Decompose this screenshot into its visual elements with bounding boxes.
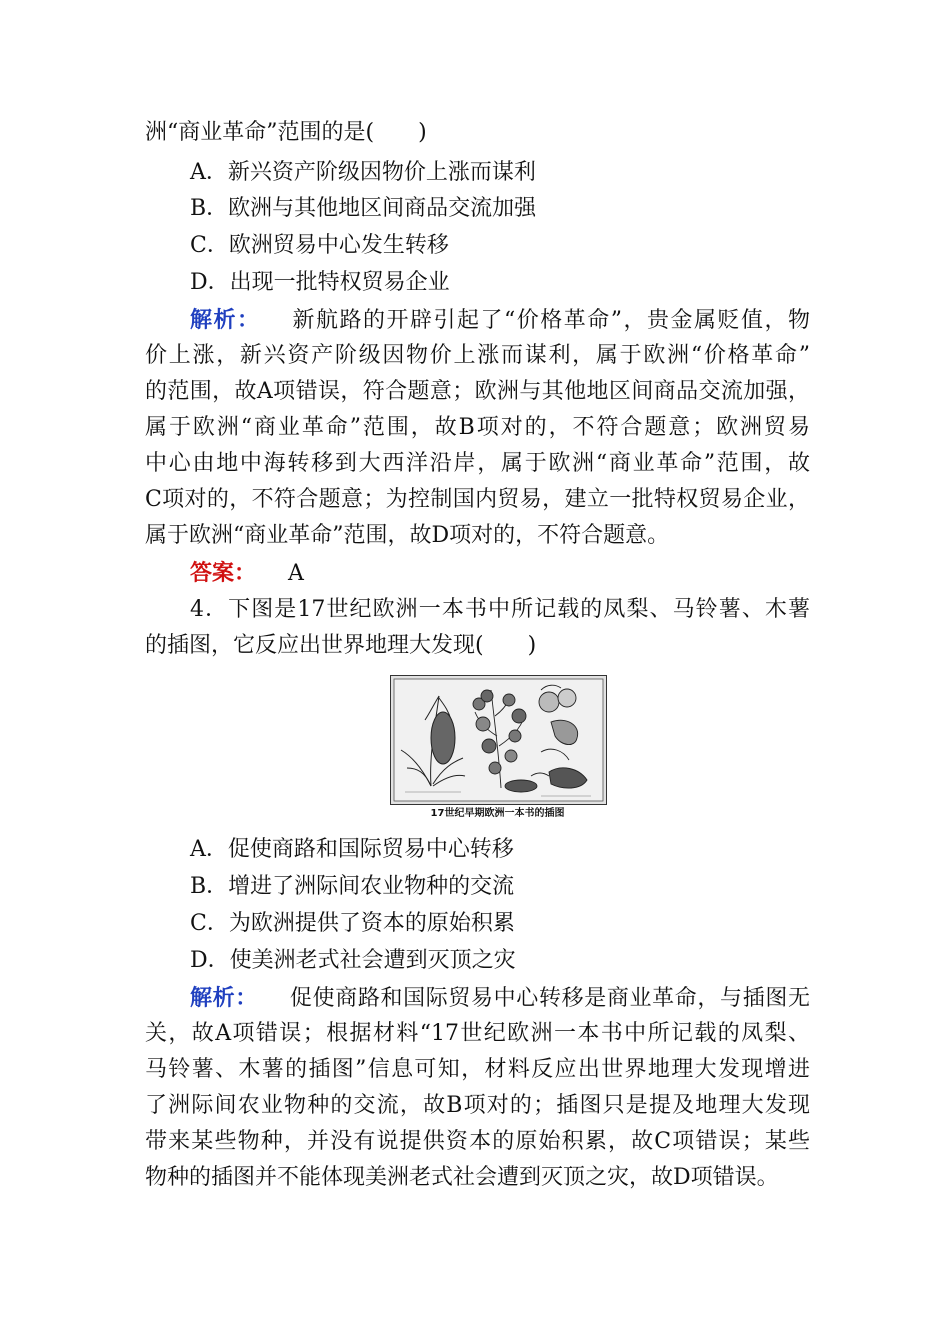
q3-option-d: D．出现一批特权贸易企业 (190, 270, 450, 295)
q3-option-a: A．新兴资产阶级因物价上涨而谋利 (190, 160, 536, 185)
q3-answer (190, 555, 810, 592)
q4-stem-line-2: 的插图，它反应出世界地理大发现( ) (145, 633, 537, 658)
q3-answer-label: 答案： (190, 560, 257, 586)
botanical-illustration (390, 675, 607, 805)
q4-stem-line-1: 4．下图是17世纪欧洲一本书中所记载的凤梨、马铃薯、木薯 (190, 597, 810, 622)
q3-analysis-line-2: 价上涨，新兴资产阶级因物价上涨而谋利，属于欧洲“价格革命” (145, 343, 810, 368)
q4-analysis-line-4: 了洲际间农业物种的交流，故B项对的；插图只是提及地理大发现 (145, 1093, 810, 1118)
q4-analysis-line-5: 带来某些物种，并没有说提供资本的原始积累，故C项错误；某些 (145, 1129, 810, 1154)
q4-analysis-line-6: 物种的插图并不能体现美洲老式社会遭到灭顶之灾，故D项错误。 (145, 1165, 779, 1190)
q3-option-b: B．欧洲与其他地区间商品交流加强 (190, 196, 537, 221)
q3-option-c: C．欧洲贸易中心发生转移 (190, 233, 449, 258)
q4-option-b: B．增进了洲际间农业物种的交流 (190, 874, 515, 899)
q3-analysis-label: 解析： (190, 307, 261, 333)
q3-analysis-line-4: 属于欧洲“商业革命”范围，故B项对的，不符合题意；欧洲贸易 (145, 415, 810, 440)
q4-option-d: D．使美洲老式社会遭到灭顶之灾 (190, 948, 516, 973)
q3-analysis-line-5: 中心由地中海转移到大西洋沿岸，属于欧洲“商业革命”范围，故 (145, 451, 810, 476)
q4-option-c: C．为欧洲提供了资本的原始积累 (190, 911, 515, 936)
q3-stem-tail: 洲“商业革命”范围的是( ) (145, 120, 427, 145)
figure-caption: 17世纪早期欧洲一本书的插图 (430, 808, 565, 819)
q3-analysis-line-7: 属于欧洲“商业革命”范围，故D项对的，不符合题意。 (145, 523, 670, 548)
q4-analysis-label: 解析： (190, 985, 258, 1011)
q4-analysis-line-1: 解析： 促使商路和国际贸易中心转移是商业革命，与插图无 (190, 985, 810, 1011)
q4-option-a: A．促使商路和国际贸易中心转移 (190, 837, 514, 862)
q3-analysis-line-3: 的范围，故A项错误，符合题意；欧洲与其他地区间商品交流加强， (145, 379, 810, 404)
q4-analysis-line-2: 关，故A项错误；根据材料“17世纪欧洲一本书中所记载的凤梨、 (145, 1021, 810, 1046)
q3-answer-value: A (288, 561, 304, 586)
q4-analysis-line-3: 马铃薯、木薯的插图”信息可知，材料反应出世界地理大发现增进 (145, 1057, 810, 1082)
q3-analysis-line-6: C项对的，不符合题意；为控制国内贸易，建立一批特权贸易企业， (145, 487, 810, 512)
q3-analysis-line-1: 解析： 新航路的开辟引起了“价格革命”，贵金属贬值，物 (190, 307, 810, 333)
